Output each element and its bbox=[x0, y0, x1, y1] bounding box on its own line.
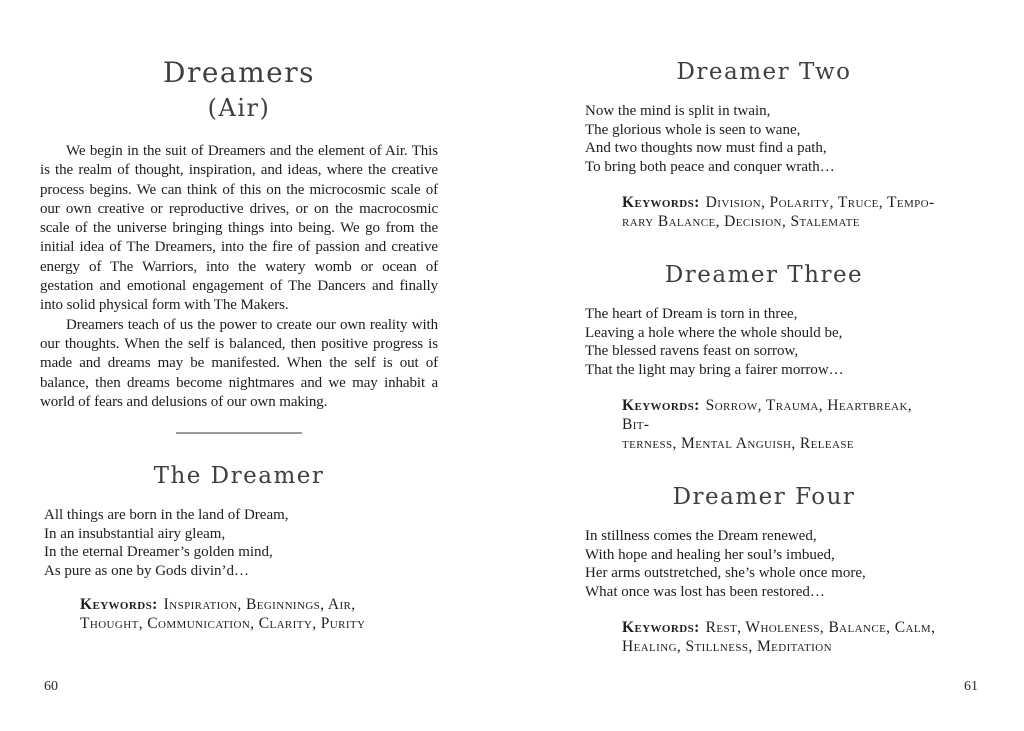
poem-line: What once was lost has been restored… bbox=[585, 583, 825, 600]
chapter-title: Dreamers bbox=[163, 56, 315, 89]
keywords-label: Keywords: bbox=[622, 194, 700, 211]
keywords-label: Keywords: bbox=[622, 619, 700, 636]
left-page bbox=[40, 56, 438, 633]
right-page-text bbox=[585, 58, 943, 656]
poem-line: In the eternal Dreamer’s golden mind, bbox=[44, 544, 273, 561]
keywords-line bbox=[622, 193, 943, 212]
card-section-dreamer-four bbox=[585, 483, 943, 656]
poem-line: All things are born in the land of Dream, bbox=[44, 507, 289, 524]
poem-line: And two thoughts now must find a path, bbox=[585, 140, 827, 156]
poem-line: To bring both peace and conquer wrath… bbox=[585, 158, 835, 175]
keywords-label: Keywords: bbox=[622, 397, 700, 414]
poem-line: That the light may bring a fairer morrow… bbox=[585, 361, 844, 378]
keywords-text: Rest, Wholeness, Balance, Calm, bbox=[705, 619, 936, 636]
keywords-line: Healing, Stillness, Meditation bbox=[622, 638, 832, 655]
poem-line: In stillness comes the Dream renewed, bbox=[585, 528, 817, 544]
intro-paragraph-2: Dreamers teach of us the power to create our own reality with our thoughts. When the self is balanced, then positive progress is made and dreams may be manifested. When the self is out of balance, then dreams become nightmares and we may inhabit a world of fears and delusions of our own making. bbox=[40, 316, 438, 410]
poem-line: Now the mind is split in twain, bbox=[585, 103, 771, 119]
card-heading-dreamer-two: Dreamer Two bbox=[676, 59, 852, 85]
right-page bbox=[585, 58, 978, 656]
poem-line: The glorious whole is seen to wane, bbox=[585, 121, 801, 138]
poem-the-dreamer bbox=[44, 506, 438, 580]
keywords-text: Division, Polarity, Truce, Tempo- bbox=[705, 194, 935, 211]
card-section-dreamer-two bbox=[585, 58, 943, 231]
keywords-line bbox=[622, 618, 943, 637]
poem-line: With hope and healing her soul’s imbued, bbox=[585, 546, 835, 563]
keywords-line: Thought, Communication, Clarity, Purity bbox=[80, 615, 366, 633]
card-heading-dreamer-four: Dreamer Four bbox=[672, 484, 856, 510]
poem-line: In an insubstantial airy gleam, bbox=[44, 525, 226, 542]
keywords-label: Keywords: bbox=[80, 596, 158, 614]
chapter-intro bbox=[40, 142, 438, 412]
page-number-left: 60 bbox=[44, 679, 58, 694]
card-heading-dreamer-three: Dreamer Three bbox=[664, 262, 864, 288]
poem-line: The blessed ravens feast on sorrow, bbox=[585, 343, 799, 359]
keywords-block bbox=[80, 595, 438, 633]
page-number-right: 61 bbox=[964, 679, 978, 694]
keywords-line: terness, Mental Anguish, Release bbox=[622, 435, 854, 452]
poem-line: The heart of Dream is torn in three, bbox=[585, 306, 798, 322]
poem-dreamer-two bbox=[585, 102, 943, 176]
keywords-line bbox=[80, 595, 438, 614]
section-divider bbox=[176, 432, 302, 434]
keywords-line: rary Balance, Decision, Stalemate bbox=[622, 213, 860, 230]
poem-dreamer-four bbox=[585, 527, 943, 601]
poem-line: Leaving a hole where the whole should be, bbox=[585, 324, 843, 341]
poem-dreamer-three bbox=[585, 305, 943, 379]
keywords-block bbox=[622, 396, 943, 453]
card-section-dreamer-three bbox=[585, 261, 943, 453]
keywords-block bbox=[622, 618, 943, 656]
keywords-line bbox=[622, 396, 943, 434]
card-heading-the-dreamer: The Dreamer bbox=[153, 463, 325, 490]
intro-paragraph-1: We begin in the suit of Dreamers and the element of Air. This is the realm of thought, inspiration, and ideas, where the creative process begins. We can think of this on the microcosmic scale of our own creative or reproductive drives, or on the macrocosmic scale of the universe bringing things into being. We go from the initial idea of The Dreamers, into the fire of passion and creative energy of The Warriors, into the watery womb or ocean of gestation and emotional engagement of The Dancers and finally into solid physical form with The Makers. bbox=[40, 143, 438, 314]
keywords-block bbox=[622, 193, 943, 231]
chapter-subtitle: (Air) bbox=[207, 94, 271, 122]
keywords-text: Sorrow, Trauma, Heartbreak, Bit- bbox=[622, 397, 913, 433]
poem-line: Her arms outstretched, she’s whole once more, bbox=[585, 565, 866, 581]
keywords-text: Inspiration, Beginnings, Air, bbox=[163, 596, 356, 614]
poem-line: As pure as one by Gods divin’d… bbox=[44, 562, 249, 579]
